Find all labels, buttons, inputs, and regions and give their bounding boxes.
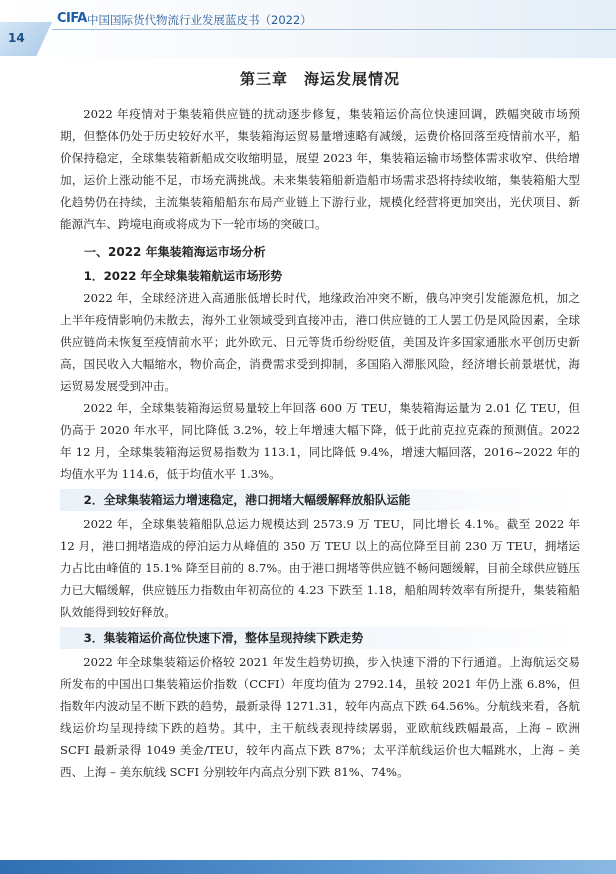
- running-header-title: 中国国际货代物流行业发展蓝皮书（2022）: [87, 13, 312, 27]
- paragraph-1-2: 2022 年，全球集装箱海运贸易量较上年回落 600 万 TEU，集装箱海运量为 2.01 亿 TEU，但仍高于 2020 年水平，同比降低 3.2%，较上年增速大幅下降，低于此前克拉克森的预测值。2022 年 12 月，全球集装箱海运贸易指数为 113.1，同比降低 9.4%，增速大幅回落，2016~2022 年的均值水平为 114.6，低于均值水平 1.3%。: [60, 401, 580, 481]
- page-body: [60, 60, 580, 783]
- subsection-heading-1: 1．2022 年全球集装箱航运市场形势: [83, 269, 283, 283]
- section-heading-1: 一、2022 年集装箱海运市场分析: [84, 245, 266, 259]
- footer-band: [0, 860, 616, 874]
- subsection-heading-2: 2．全球集装箱运力增速稳定，港口拥堵大幅缓解释放船队运能: [60, 489, 580, 511]
- paragraph-1-1: 2022 年，全球经济进入高通胀低增长时代，地缘政治冲突不断，俄乌冲突引发能源危机，加之上半年疫情影响仍未散去，海外工业领域受到直接冲击，港口供应链的工人罢工仍是风险因素，全球供应链尚未恢复至疫情前水平；此外欧元、日元等货币纷纷贬值，美国及许多国家通胀水平创历史新高，国民收入大幅缩水，物价高企，消费需求受到抑制，多国陷入滞胀风险，经济增长前景堪忧，海运贸易发展受到冲击。: [60, 291, 580, 393]
- subsection-heading-3: 3．集装箱运价高位快速下滑，整体呈现持续下跌走势: [60, 627, 580, 649]
- header-divider: [52, 29, 616, 30]
- chapter-title: 第三章 海运发展情况: [239, 70, 400, 88]
- paragraph-2-1: 2022 年，全球集装箱船队总运力规模达到 2573.9 万 TEU，同比增长 4.1%。截至 2022 年 12 月，港口拥堵造成的停泊运力从峰值的 350 万 TEU 以上的高位降至目前 230 万 TEU，拥堵运力占比由峰值的 15.1% 降至目前的 8.7%。由于港口拥堵等供应链不畅问题缓解，目前全球供应链压力已大幅缓解，供应链压力指数由年初高位的 4.23 下跌至 1.18，船舶周转效率有所提升，集装箱船队效能得到较好释放。: [60, 517, 580, 619]
- page-number: 14: [8, 31, 25, 45]
- cifa-logo: CIFA: [57, 11, 87, 26]
- paragraph-3-1: 2022 年全球集装箱运价格较 2021 年发生趋势切换，步入快速下滑的下行通道。上海航运交易所发布的中国出口集装箱运价指数（CCFI）年度均值为 2792.14，虽较 2021 年仍上涨 6.8%，但指数年内波动呈不断下跌的趋势，最新录得 1271.31，较年内高点下跌 64.56%。分航线来看，各航线运价均呈现持续下跌的趋势。其中，主干航线表现持续孱弱，亚欧航线跌幅最高，上海 – 欧洲 SCFI 最新录得 1049 美金/TEU，较年内高点下跌 87%；太平洋航线运价也大幅跳水，上海 – 美西、上海 – 美东航线 SCFI 分别较年内高点分别下跌 81%、74%。: [60, 655, 580, 779]
- intro-paragraph: 2022 年疫情对于集装箱供应链的扰动逐步修复，集装箱运价高位快速回调，跌幅突破市场预期，但整体仍处于历史较好水平，集装箱海运贸易量增速略有减缓，运费价格回落至疫情前水平，船价保持稳定，全球集装箱新船成交收缩明显，展望 2023 年，集装箱运输市场整体需求收窄、供给增加，运价上涨动能不足，市场充满挑战。未来集装箱船新造船市场需求恐将持续收缩，集装箱船大型化趋势仍在持续，主流集装箱船船东布局产业链上下游行业，规模化经营将更加突出，光伏项目、新能源汽车、跨境电商或将成为下一轮市场的突破口。: [60, 107, 580, 231]
